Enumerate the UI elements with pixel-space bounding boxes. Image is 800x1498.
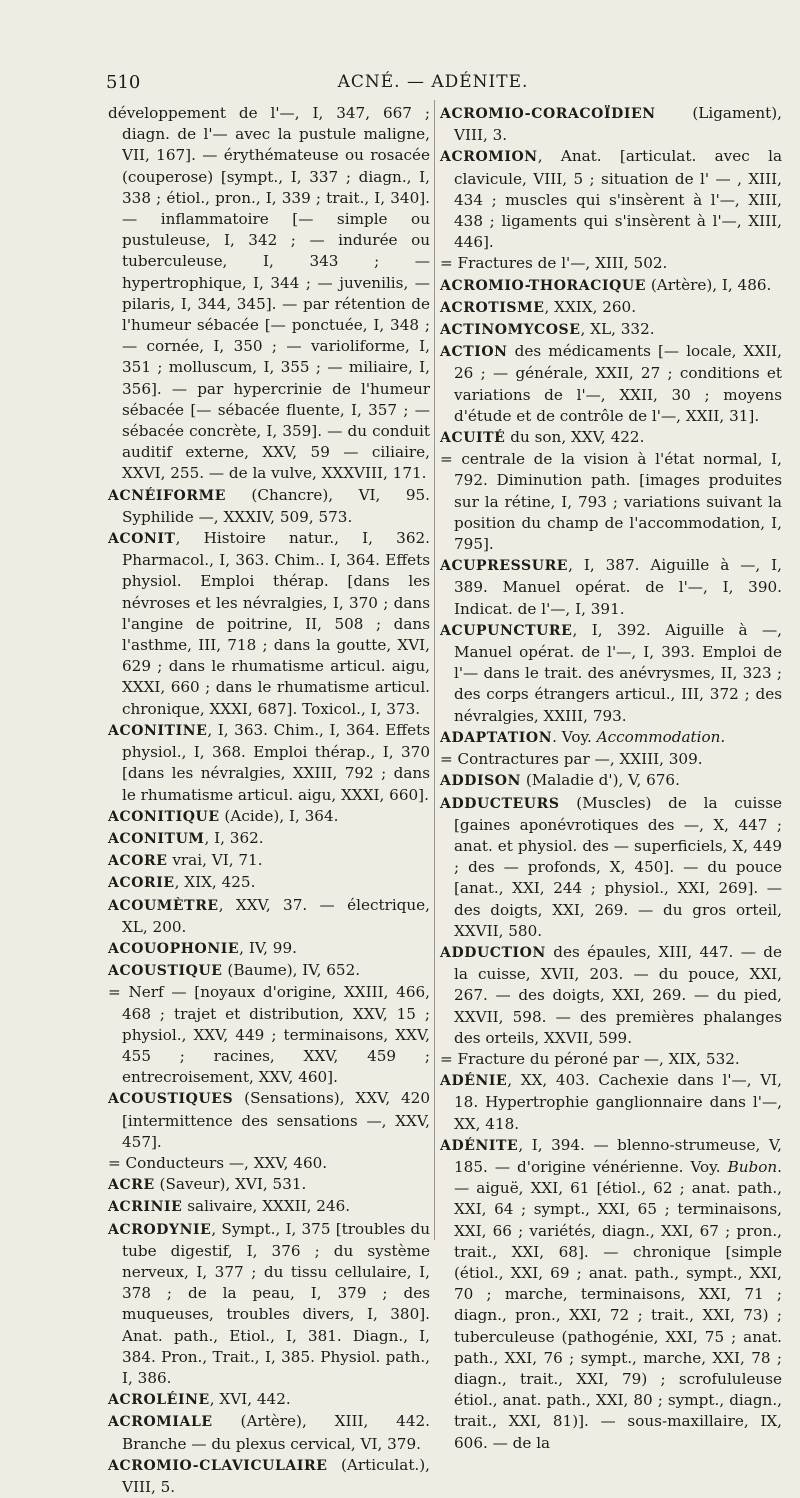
entry-keyword: ACOUOPHONIE <box>108 940 240 957</box>
entry-text: (Sensations), XXV, 420 [intermittence des sensations —, XXV, 457]. <box>122 1089 430 1151</box>
entry-keyword: ACORE <box>108 853 168 870</box>
entry-keyword: ACOUSTIQUES <box>108 1091 234 1108</box>
index-entry <box>440 341 782 427</box>
entry-text: , Anat. [articulat. avec la clavicule, VIII, 5 ; situation de l' — , XIII, 434 ; muscles qui s'insèrent à l'—, XIII, 438 ; ligaments qui s'insèrent à l'—, XIII, 446]. <box>454 147 782 252</box>
entry-keyword: ACROLÉINE <box>108 1392 210 1409</box>
index-entry <box>108 1196 430 1218</box>
right-column <box>440 103 782 1454</box>
index-entry <box>108 528 430 720</box>
index-entry <box>108 806 430 828</box>
entry-keyword: ACNÉIFORME <box>108 487 226 504</box>
index-entry <box>108 1389 430 1411</box>
entry-keyword: ACOUSTIQUE <box>108 963 223 980</box>
index-entry <box>108 872 430 894</box>
index-entry <box>440 253 782 274</box>
index-entry <box>440 297 782 319</box>
entry-text: (Saveur), XVI, 531. <box>154 1175 307 1194</box>
entry-text: , XXV, 37. — électrique, XL, 200. <box>122 895 430 936</box>
index-entry <box>440 1070 782 1135</box>
entry-text: (Articulat.), VIII, 5. <box>122 1455 430 1496</box>
index-entry <box>108 895 430 938</box>
entry-text: , I, 387. Aiguille à —, I, 389. Manuel opérat. de l'—, I, 390. Indicat. de l'—, I, 391. <box>454 556 782 618</box>
index-entry <box>440 146 782 253</box>
entry-keyword: ADDUCTION <box>440 944 546 961</box>
index-entry <box>440 1135 782 1454</box>
index-entry <box>440 793 782 942</box>
index-entry <box>440 1049 782 1070</box>
entry-keyword: ACROMIALE <box>108 1414 213 1431</box>
index-entry <box>440 749 782 770</box>
entry-text: , I, 363. Chim., I, 364. Effets physiol., I, 368. Emploi thérap., I, 370 [dans les névralgies, XXIII, 792 ; dans le rhumatisme articul. aigu, XXXI, 660]. <box>122 720 430 804</box>
page-header <box>106 72 760 96</box>
entry-text: vrai, VI, 71. <box>167 851 263 870</box>
entry-keyword: ACONITIQUE <box>108 808 220 825</box>
entry-text: , XX, 403. Cachexie dans l'—, VI, 18. Hypertrophie ganglionnaire dans l'—, XX, 418. <box>454 1071 782 1133</box>
left-column <box>108 103 430 1498</box>
entry-keyword: ACONITUM <box>108 830 205 847</box>
index-entry <box>108 850 430 872</box>
entry-keyword: ACTINOMYCOSE <box>440 322 581 339</box>
entry-keyword: ACTION <box>440 344 508 361</box>
entry-text: des médicaments [— locale, XXII, 26 ; — générale, XXII, 27 ; conditions et variations de l'—, XXII, 30 ; moyens d'étude et de contrôle de l'—, XXII, 31]. <box>454 342 782 425</box>
index-entry <box>108 1088 430 1153</box>
entry-text: , I, 362. <box>204 828 264 847</box>
entry-text: développement de l'—, I, 347, 667 ; diagn. de l'— avec la pustule maligne, VII, 167]. — érythémateuse ou rosacée (couperose) [sympt., I, 337 ; diagn., I, 338 ; étiol., pron., I, 339 ; trait., I, 340]. — inflammatoire [— simple ou pustuleuse, I, 342 ; — indurée ou tuberculeuse, I, 343 ; — hypertrophique, I, 344 ; — juvenilis, — pilaris, I, 344, 345]. — par rétention de l'humeur sébacée [— ponctuée, I, 348 ; — cornée, I, 350 ; — varioliforme, I, 351 ; molluscum, I, 355 ; — miliaire, I, 356]. — par hypercrinie de l'humeur sébacée [— sébacée fluente, I, 357 ; — sébacée concrète, I, 359]. — du conduit auditif externe, XXV, 59 — ciliaire, XXVI, 255. — de la vulve, XXXVIII, 171. <box>108 104 430 483</box>
entry-text: = Nerf — [noyaux d'origine, XXIII, 466, 468 ; trajet et distribution, XXV, 15 ; physiol., XXV, 449 ; terminaisons, XXV, 455 ; racines, XXV, 459 ; entrecroisement, XXV, 460]. <box>108 983 430 1087</box>
entry-text: (Muscles) de la cuisse [gaines aponévrotiques des —, X, 447 ; anat. et physiol. des — superficiels, X, 449 ; des — profonds, X, 450]. — du pouce [anat., XXI, 244 ; physiol., XXI, 269]. — des doigts, XXI, 269. — du gros orteil, XXVII, 580. <box>454 793 782 940</box>
entry-text: , Sympt., I, 375 [troubles du tube digestif, I, 376 ; du système nerveux, I, 377 ; du tissu cellulaire, I, 378 ; de la peau, I, 379 ; des muqueuses, troubles divers, I, 380]. Anat. path., Etiol., I, 381. Diagn., I, 384. Pron., Trait., I, 385. Physiol. path., I, 386. <box>122 1219 430 1387</box>
entry-text: , XIX, 425. <box>174 873 256 892</box>
entry-keyword: ADAPTATION <box>440 729 553 746</box>
entry-keyword: ACUPUNCTURE <box>440 622 573 639</box>
index-entry <box>108 720 430 806</box>
column-divider <box>434 100 435 1240</box>
index-entry <box>108 1174 430 1196</box>
entry-keyword: ACRE <box>108 1177 155 1194</box>
index-entry <box>440 319 782 341</box>
index-entry <box>108 828 430 850</box>
entry-text: salivaire, XXXII, 246. <box>182 1197 351 1216</box>
entry-keyword: ACUITÉ <box>440 430 506 447</box>
index-entry <box>108 1153 430 1174</box>
entry-keyword: ADDUCTEURS <box>440 795 560 812</box>
index-entry <box>108 103 430 485</box>
entry-text: (Chancre), VI, 95. Syphilide —, XXXIV, 509, 573. <box>122 485 430 526</box>
entry-text: = centrale de la vision à l'état normal, I, 792. Diminution path. [images produites sur la rétine, I, 793 ; variations suivant la position du champ de l'accommodation, I, 795]. <box>440 450 782 554</box>
entry-text: (Artère), XIII, 442. Branche — du plexus cervical, VI, 379. <box>122 1412 430 1453</box>
entry-text: = Contractures par —, XXIII, 309. <box>440 750 703 769</box>
entry-text: = Conducteurs —, XXV, 460. <box>108 1153 328 1172</box>
entry-text: , XXIX, 260. <box>544 297 637 316</box>
running-title: ACNÉ. — ADÉNITE. <box>337 72 529 92</box>
entry-keyword: ACONITINE <box>108 722 208 739</box>
index-entry <box>440 449 782 555</box>
entry-text: = Fracture du péroné par —, XIX, 532. <box>440 1049 740 1068</box>
entry-keyword: ACRINIE <box>108 1199 183 1216</box>
page-number: 510 <box>106 72 141 93</box>
entry-text: , IV, 99. <box>239 938 297 957</box>
index-entry <box>108 1455 430 1498</box>
entry-text: des épaules, XIII, 447. — de la cuisse, XVII, 203. — du pouce, XXI, 267. — des doigts, XXI, 269. — du pied, XXVII, 598. — des premières phalanges des orteils, XXVII, 599. <box>454 942 782 1047</box>
entry-text: du son, XXV, 422. <box>505 428 645 447</box>
entry-keyword: ACUPRESSURE <box>440 558 569 575</box>
index-entry <box>108 938 430 960</box>
entry-text: (Acide), I, 364. <box>219 806 339 825</box>
index-entry <box>440 942 782 1049</box>
entry-keyword: ACRODYNIE <box>108 1221 212 1238</box>
entry-reference: Accommodation. <box>596 727 726 746</box>
entry-text: (Maladie d'), V, 676. <box>521 771 680 790</box>
index-entry <box>440 427 782 449</box>
index-entry <box>440 103 782 146</box>
entry-keyword: ACOUMÈTRE <box>108 897 219 914</box>
index-entry <box>108 982 430 1088</box>
index-entry <box>108 1411 430 1454</box>
entry-text: , I, 394. — blenno-strumeuse, V, 185. — d'origine vénérienne. Voy. <box>454 1135 782 1176</box>
entry-reference: Bubon <box>727 1157 778 1176</box>
entry-keyword: ACROMIO-CORACOÏDIEN <box>440 106 656 122</box>
index-entry <box>108 960 430 982</box>
entry-keyword: ACROMIO-THORACIQUE <box>440 277 646 294</box>
entry-text: . — aiguë, XXI, 61 [étiol., 62 ; anat. path., XXI, 64 ; sympt., XXI, 65 ; terminaisons, XXI, 66 ; variétés, diagn., XXI, 67 ; pron., trait., XXI, 68]. — chronique [simple (étiol., XXI, 69 ; anat. path., sympt., XXI, 70 ; marche, terminaisons, XXI, 71 ; diagn., pron., XXI, 72 ; trait., XXI, 73) ; tuberculeuse (pathogénie, XXI, 75 ; anat. path., XXI, 76 ; sympt., marche, XXI, 78 ; diagn., trait., XXI, 79) ; scrofululeuse étiol., anat. path., XXI, 80 ; sympt., diagn., trait., XXI, 81)]. — sous-maxillaire, IX, 606. — de la <box>454 1157 782 1452</box>
index-entry <box>108 1219 430 1390</box>
entry-text: , XL, 332. <box>580 320 655 339</box>
index-entry <box>440 275 782 297</box>
index-entry <box>440 620 782 727</box>
entry-keyword: ADÉNITE <box>440 1137 519 1154</box>
entry-keyword: ADDISON <box>440 773 521 790</box>
index-entry <box>108 485 430 528</box>
entry-text: (Baume), IV, 652. <box>222 961 361 980</box>
entry-keyword: ADÉNIE <box>440 1073 508 1090</box>
entry-keyword: ACONIT <box>108 531 176 548</box>
entry-text: , I, 392. Aiguille à —, Manuel opérat. de l'—, I, 393. Emploi de l'— dans le trait. des anévrysmes, II, 323 ; des corps étrangers articul., III, 372 ; des névralgies, XXIII, 793. <box>454 620 782 725</box>
entry-text: , Histoire natur., I, 362. Pharmacol., I, 363. Chim.. I, 364. Effets physiol. Emploi thérap. [dans les névroses et les névralgies, I, 370 ; dans l'angine de poitrine, II, 508 ; dans l'asthme, III, 718 ; dans la goutte, XVI, 629 ; dans le rhumatisme articul. aigu, XXXI, 660 ; dans le rhumatisme articul. chronique, XXXI, 687]. Toxicol., I, 373. <box>122 529 430 718</box>
entry-text: = Fractures de l'—, XIII, 502. <box>440 254 668 273</box>
entry-keyword: ACORIE <box>108 875 175 892</box>
entry-text: , XVI, 442. <box>209 1390 291 1409</box>
entry-keyword: ACROTISME <box>440 299 545 316</box>
entry-text: (Ligament), VIII, 3. <box>454 104 782 145</box>
entry-text: (Artère), I, 486. <box>646 275 772 294</box>
entry-keyword: ACROMIO-CLAVICULAIRE <box>108 1457 328 1474</box>
index-entry <box>440 770 782 792</box>
entry-text: . Voy. <box>552 727 597 746</box>
index-entry <box>440 555 782 620</box>
entry-keyword: ACROMION <box>440 149 538 166</box>
index-entry <box>440 727 782 749</box>
